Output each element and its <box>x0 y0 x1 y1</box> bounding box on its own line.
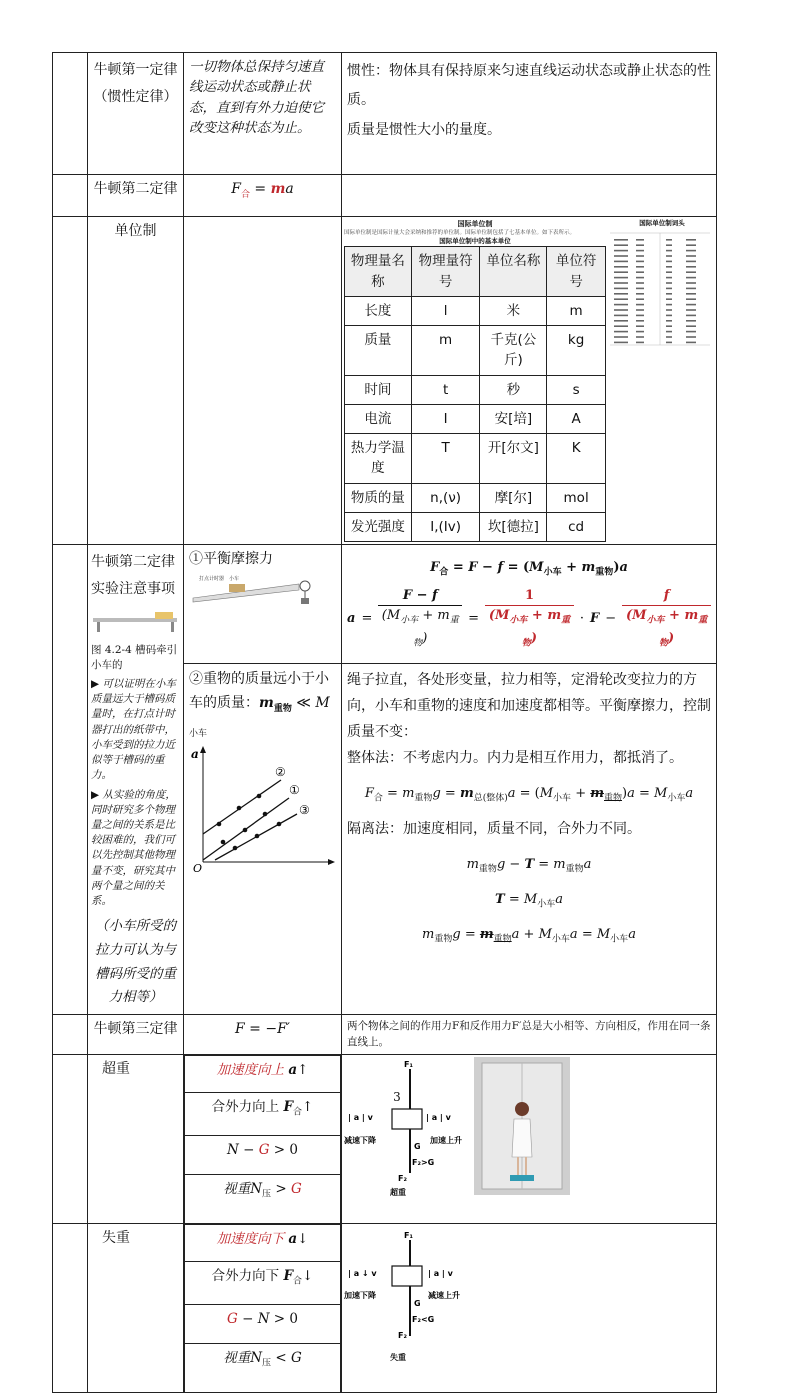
law3-note: 两个物体之间的作用力F和反作用力F′总是大小相等、方向相反，作用在同一条直线上。 <box>342 1014 717 1055</box>
weightlessness-force-diagram <box>344 1226 484 1366</box>
prefix-text-line <box>686 250 696 252</box>
weightlessness-accel: 加速度向下 a↓ <box>185 1225 341 1262</box>
row-unit-system <box>53 217 717 545</box>
row-overweight <box>53 1055 717 1224</box>
prefix-text-line <box>666 266 672 268</box>
si-cell-5-2: 摩[尔] <box>480 483 547 512</box>
prefix-text-line <box>614 250 628 252</box>
prefix-text-line <box>636 255 644 257</box>
law3-name: 牛顿第三定律 <box>88 1014 184 1055</box>
prefix-text-line <box>666 336 672 338</box>
units-name: 单位制 <box>88 217 184 545</box>
prefix-text-line <box>636 314 644 316</box>
si-base-units-table <box>344 246 606 542</box>
prefix-text-line <box>636 331 644 333</box>
prefix-text-line <box>686 266 696 268</box>
prefix-text-line <box>614 293 628 295</box>
law2-name: 牛顿第二定律 <box>88 175 184 217</box>
prefix-text-line <box>686 309 696 311</box>
ow-f2: F₂ <box>398 1174 407 1184</box>
ow-av-right: | a | v <box>426 1113 451 1123</box>
prefix-text-line <box>666 304 672 306</box>
si-cell-6-2: 坎[德拉] <box>480 512 547 541</box>
prefix-text-line <box>636 266 644 268</box>
svg-text:打点计时器: 打点计时器 <box>199 576 225 583</box>
si-cell-4-1: T <box>411 434 480 484</box>
row-experiment-notes <box>53 545 717 664</box>
prefix-text-line <box>636 250 644 252</box>
si-header-3: 单位符号 <box>547 247 606 297</box>
prefix-text-line <box>686 244 696 246</box>
prefix-text-line <box>614 271 628 273</box>
prefix-text-line <box>686 298 696 300</box>
overweight-name: 超重 <box>88 1055 184 1224</box>
si-header-2: 单位名称 <box>480 247 547 297</box>
si-cell-0-1: l <box>411 296 480 325</box>
si-cell-5-3: mol <box>547 483 606 512</box>
prefix-text-line <box>686 331 696 333</box>
overweight-accel: 加速度向上 a↑ <box>185 1056 341 1093</box>
prefix-text-line <box>614 255 628 257</box>
prefix-text-line <box>636 309 644 311</box>
law1-mass-note: 质量是惯性大小的量度。 <box>347 121 501 138</box>
law3-formula: F = −F′ <box>184 1014 342 1055</box>
graph-origin: O <box>193 862 203 873</box>
prefix-text-line <box>614 287 628 289</box>
prefix-text-line <box>686 255 696 257</box>
prefix-text-line <box>614 239 628 241</box>
prefix-text-line <box>636 325 644 327</box>
prefix-text-line <box>666 250 672 252</box>
mass-condition-title: ②重物的质量远小于小车的质量：$m_{重物}$ ≪ $M_{小车}$ <box>189 671 330 739</box>
prefix-text-line <box>686 336 696 338</box>
law1-statement: 一切物体总保持匀速直线运动状态或静止状态，直到有外力迫使它改变这种状态为止。 <box>184 53 342 175</box>
si-row <box>345 434 606 484</box>
prefix-text-line <box>614 277 628 279</box>
prefix-text-line <box>614 266 628 268</box>
si-cell-2-1: t <box>411 375 480 404</box>
si-table-caption: 国际单位制中的基本单位 <box>439 236 511 245</box>
ow-caption: 超重 <box>390 1188 406 1198</box>
prefix-text-line <box>666 309 672 311</box>
si-row <box>345 375 606 404</box>
formula-net-force: $F_合 = F - f = (M_{小车} + m_{重物})a$ <box>430 559 628 578</box>
si-cell-6-1: I,(Iv) <box>411 512 480 541</box>
row-weightlessness <box>53 1224 717 1393</box>
si-cell-6-0: 发光强度 <box>345 512 412 541</box>
svg-text:小车: 小车 <box>229 576 240 583</box>
law1-inertia-note: 惯性：物体具有保持原来匀速直线运动状态或静止状态的性质。 <box>347 63 711 109</box>
si-row <box>345 296 606 325</box>
prefix-text-line <box>636 304 644 306</box>
prefix-text-line <box>614 298 628 300</box>
rope-description: 绳子拉直，各处形变量，拉力相等，定滑轮改变拉力的方向，小车和重物的速度和加速度都相等。平衡摩擦力，控制质量不变： <box>347 672 711 741</box>
prefix-text-line <box>666 271 672 273</box>
si-cell-6-3: cd <box>547 512 606 541</box>
prefix-text-line <box>614 331 628 333</box>
si-cell-1-3: kg <box>547 326 606 376</box>
si-cell-2-3: s <box>547 375 606 404</box>
overweight-conditions <box>184 1055 341 1223</box>
si-cell-3-1: I <box>411 404 480 433</box>
prefix-text-line <box>636 239 644 241</box>
physics-summary-table <box>52 52 717 1393</box>
si-row <box>345 326 606 376</box>
formula-acceleration: a = F − f $(M_{小车} + m_{重物})$ = 1 $(M_{小车} + m_{重物})$ · F − f $(M_{小车} + m_{重物})$ <box>347 586 711 651</box>
ow-av-left: | a | v <box>348 1113 373 1123</box>
prefix-text-line <box>636 298 644 300</box>
prefix-text-line <box>686 314 696 316</box>
prefix-text-line <box>686 271 696 273</box>
prefix-text-line <box>686 260 696 262</box>
prefix-text-line <box>636 293 644 295</box>
overweight-force-diagram <box>344 1057 474 1197</box>
si-table-title: 国际单位制 <box>457 220 493 228</box>
prefix-text-line <box>636 277 644 279</box>
prefix-text-line <box>686 320 696 322</box>
experiment-name: 牛顿第二定律 实验注意事项 <box>91 554 175 597</box>
prefix-text-line <box>614 320 628 322</box>
experiment-note-1: ▶ 可以证明在小车质量远大于槽码质量时，在打点计时器打出的纸带中，小车受到的拉力近似等于槽码的重力。 <box>91 678 176 782</box>
si-row <box>345 404 606 433</box>
prefix-text-line <box>686 341 696 343</box>
prefix-text-line <box>666 293 672 295</box>
prefix-text-line <box>666 320 672 322</box>
prefix-text-line <box>614 260 628 262</box>
si-cell-5-1: n,(ν) <box>411 483 480 512</box>
cart-track-image <box>91 606 179 636</box>
friction-formulas <box>342 545 717 664</box>
page-number: 3 <box>393 1090 401 1104</box>
prefix-text-line <box>636 244 644 246</box>
si-cell-3-3: A <box>547 404 606 433</box>
si-cell-4-3: K <box>547 434 606 484</box>
prefix-text-line <box>614 309 628 311</box>
row-newton-first-law <box>53 53 717 175</box>
prefix-text-line <box>614 341 628 343</box>
si-prefix-table-image <box>610 229 710 347</box>
weightlessness-conditions <box>184 1224 341 1392</box>
mass-condition-explanation <box>342 664 717 1015</box>
si-header-0: 物理量名称 <box>345 247 412 297</box>
prefix-text-line <box>666 255 672 257</box>
law2-formula: $F_合$ = ma <box>184 175 342 217</box>
wl-f2: F₂ <box>398 1331 407 1341</box>
weightlessness-apparent-weight: 视重$N_压 < G$ <box>185 1344 341 1393</box>
graph-label-1: ① <box>289 783 300 798</box>
prefix-text-line <box>614 304 628 306</box>
si-cell-0-3: m <box>547 296 606 325</box>
wl-av-right: | a | v <box>428 1269 453 1279</box>
weightlessness-force: 合外力向下 $F_合↓$ <box>185 1262 341 1305</box>
si-row <box>345 483 606 512</box>
overweight-force: 合外力向上 $F_合↑$ <box>185 1093 341 1136</box>
experiment-note-3: （小车所受的拉力可认为与槽码所受的重力相等） <box>95 918 176 1006</box>
prefix-text-line <box>666 282 672 284</box>
prefix-text-line <box>614 282 628 284</box>
si-units-figure <box>342 217 717 545</box>
balance-friction-title: ①平衡摩擦力 <box>189 551 273 568</box>
prefix-text-line <box>686 287 696 289</box>
si-cell-3-2: 安[培] <box>480 404 547 433</box>
si-cell-4-2: 开[尔文] <box>480 434 547 484</box>
graph-label-3: ③ <box>299 803 310 818</box>
si-cell-0-2: 米 <box>480 296 547 325</box>
a-f-graph <box>189 742 337 872</box>
prefix-text-line <box>686 239 696 241</box>
prefix-text-line <box>666 325 672 327</box>
overweight-inequality: N − G > 0 <box>185 1136 341 1175</box>
prefix-text-line <box>666 287 672 289</box>
si-cell-1-2: 千克(公斤) <box>480 326 547 376</box>
prefix-text-line <box>666 239 672 241</box>
prefix-text-line <box>686 304 696 306</box>
isolation-equation-3: $m_{重物}g = m_{重物}a + M_{小车}a = M_{小车}a$ <box>422 927 636 946</box>
prefix-text-line <box>636 271 644 273</box>
row-newton-third-law <box>53 1014 717 1055</box>
wl-g: G <box>414 1299 421 1309</box>
graph-label-2: ② <box>275 765 286 780</box>
prefix-text-line <box>636 260 644 262</box>
whole-method-equation: $F_合 = m_{重物}g = m_{总(整体)}a = (M_{小车} + m_{重物})a = M_{小车}a$ <box>364 785 694 804</box>
prefix-text-line <box>666 244 672 246</box>
prefix-text-line <box>686 293 696 295</box>
prefix-text-line <box>614 336 628 338</box>
wl-decel-up: 减速上升 <box>428 1291 460 1301</box>
prefix-text-line <box>614 325 628 327</box>
si-cell-0-0: 长度 <box>345 296 412 325</box>
graph-axis-a: a <box>191 747 199 762</box>
prefix-text-line <box>666 341 672 343</box>
prefix-text-line <box>636 341 644 343</box>
si-header-1: 物理量符号 <box>411 247 480 297</box>
si-cell-1-1: m <box>411 326 480 376</box>
ow-f1: F₁ <box>404 1060 413 1070</box>
isolation-equation-1: $m_{重物}g - T = m_{重物}a$ <box>466 856 592 875</box>
prefix-text-line <box>614 244 628 246</box>
prefix-text-line <box>666 277 672 279</box>
si-row <box>345 512 606 541</box>
ow-decel-down: 减速下降 <box>344 1136 376 1146</box>
friction-apparatus-image <box>189 570 319 606</box>
prefix-text-line <box>666 260 672 262</box>
prefix-text-line <box>666 331 672 333</box>
si-cell-2-0: 时间 <box>345 375 412 404</box>
isolation-method-description: 隔离法：加速度相同，质量不同，合外力不同。 <box>347 821 641 838</box>
prefix-text-line <box>636 287 644 289</box>
prefix-text-line <box>686 282 696 284</box>
prefix-text-line <box>636 282 644 284</box>
si-cell-1-0: 质量 <box>345 326 412 376</box>
whole-method-description: 整体法：不考虑内力。内力是相互作用力，都抵消了。 <box>347 749 683 766</box>
law1-name: 牛顿第一定律 （惯性定律） <box>88 53 184 175</box>
prefix-text-line <box>666 298 672 300</box>
experiment-note-2: ▶ 从实验的角度，同时研究多个物理量之间的关系是比较困难的，我们可以先控制其他物理量不变，研究其中两个量之间的关系。 <box>91 788 176 908</box>
elevator-photo <box>474 1057 570 1195</box>
prefix-text-line <box>666 314 672 316</box>
si-cell-5-0: 物质的量 <box>345 483 412 512</box>
si-cell-4-0: 热力学温度 <box>345 434 412 484</box>
si-table-intro: 国际单位制是国际计量大会采纳和推荐的单位制。国际单位制包括了七基本单位。如下表所示。 <box>344 229 576 236</box>
weightlessness-inequality: G − N > 0 <box>185 1305 341 1344</box>
weightlessness-name: 失重 <box>88 1224 184 1393</box>
si-cell-3-0: 电流 <box>345 404 412 433</box>
ow-accel-up: 加速上升 <box>430 1136 462 1146</box>
prefix-text-line <box>686 325 696 327</box>
experiment-figure-caption: 图 4.2-4 槽码牵引小车的 <box>91 643 178 671</box>
wl-av-left: | a ↓ v <box>348 1269 377 1279</box>
wl-f1: F₁ <box>404 1231 413 1241</box>
overweight-apparent-weight: 视重$N_压 > G$ <box>185 1175 341 1224</box>
prefix-text-line <box>686 277 696 279</box>
wl-caption: 失重 <box>390 1353 406 1363</box>
wl-accel-down: 加速下降 <box>344 1291 376 1301</box>
prefix-text-line <box>636 320 644 322</box>
isolation-equation-2: $T = M_{小车}a$ <box>495 892 563 910</box>
si-cell-2-2: 秒 <box>480 375 547 404</box>
si-prefix-title: 国际单位制词头 <box>639 219 685 227</box>
ow-g: G <box>414 1142 421 1152</box>
row-newton-second-law <box>53 175 717 217</box>
prefix-text-line <box>636 336 644 338</box>
wl-f2g: F₂<G <box>412 1315 435 1325</box>
ow-f2g: F₂>G <box>412 1158 435 1168</box>
prefix-text-line <box>614 314 628 316</box>
